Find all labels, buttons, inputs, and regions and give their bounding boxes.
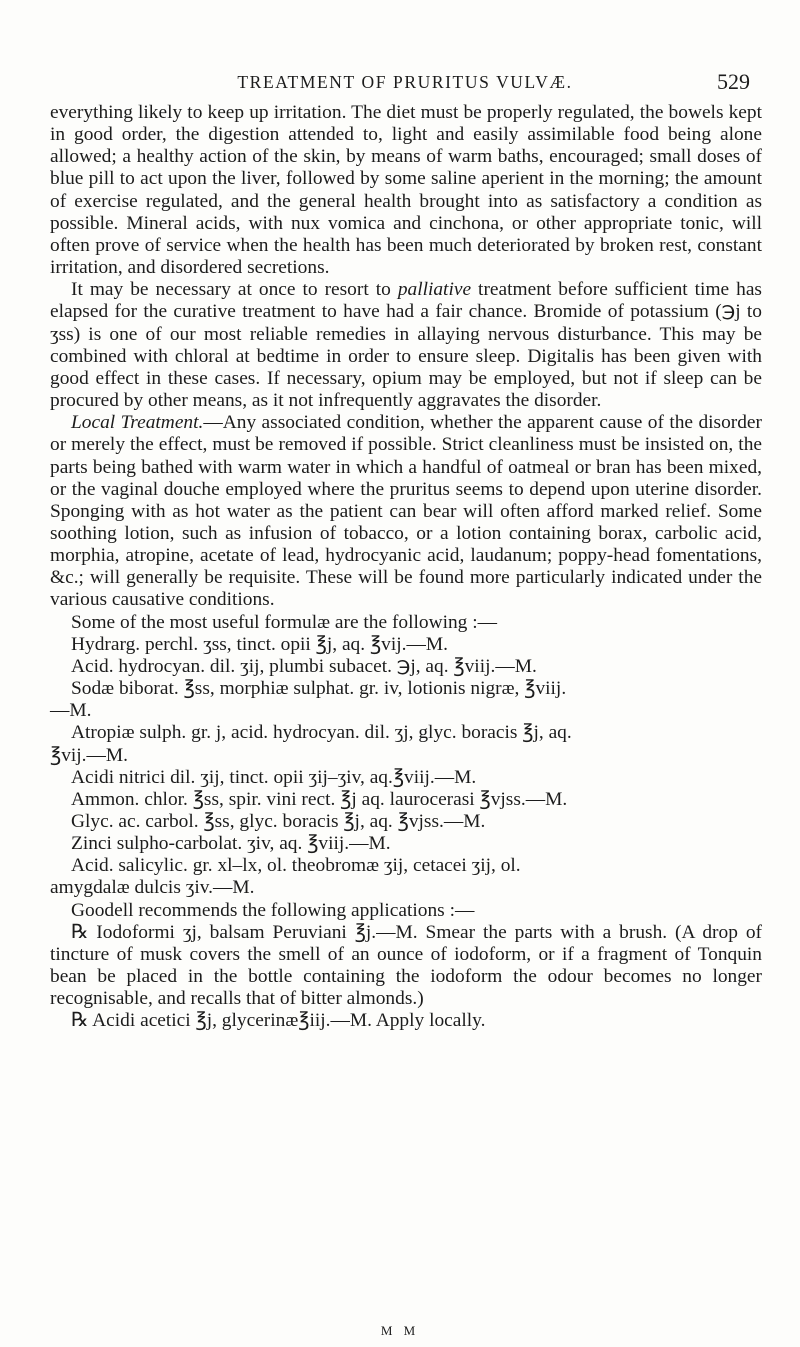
text-run: —Any associated condition, whether the apparent cause of the disorder or merely the effect, must be removed if possible. Strict cleanliness must be insisted on, the parts being bathed with warm water in which a handful of oatmeal or bran has been mixed, or the vaginal douche employed where the pruritus seems to depend upon uterine disorder. Sponging with as hot water as the patient can bear will often afford marked relief. Some soothing lotion, such as infusion of tobacco, or a lotion containing borax, carbolic acid, morphia, atropine, acetate of lead, hydrocyanic acid, laudanum; poppy-head fomentations, &c.; will generally be requisite. These will be found more particularly indicated under the various causative conditions.	[50, 412, 762, 611]
section-heading-local-treatment: Local Treatment.	[71, 412, 204, 434]
signature-mark: M M	[380, 1323, 420, 1338]
page-number: 529	[717, 69, 750, 94]
formula-line: —M.	[50, 700, 92, 722]
formula-line: Acid. salicylic. gr. xl–lx, ol. theobromæ ʒij, cetacei ʒij, ol.	[71, 855, 521, 877]
paragraph: Some of the most useful formulæ are the following :—	[71, 611, 497, 633]
formula-line: Zinci sulpho-carbolat. ʒiv, aq. ℥viij.—M.	[71, 833, 391, 855]
running-head	[60, 69, 750, 98]
running-title: TREATMENT OF PRURITUS VULVÆ.	[237, 72, 573, 92]
formula-line: Hydrarg. perchl. ʒss, tinct. opii ℥j, aq. ℥vij.—M.	[71, 633, 448, 655]
formula-line: ℥vij.—M.	[50, 744, 128, 766]
paragraph	[50, 279, 762, 412]
paragraph: everything likely to keep up irritation. The diet must be properly regulated, the bowels kept in good order, the digestion attended to, light and easily assimilable food being alone allowed; a healthy action of the skin, by means of warm baths, encouraged; small doses of blue pill to act upon the liver, followed by some saline aperient in the morning; the amount of exercise regulated, and the general health brought into as satisfactory a condition as possible. Mineral acids, with nux vomica and cinchona, or other appropriate tonic, will often prove of service when the health has been much deteriorated by broken rest, constant irritation, and disordered secretions.	[50, 102, 762, 279]
formula-line: Acidi nitrici dil. ʒij, tinct. opii ʒij–ʒiv, aq.℥viij.—M.	[71, 766, 477, 788]
text-run: treatment before sufficient time has elapsed for the curative treatment to have had a fair chance. Bromide of potassium (℈j to ʒss) is one of our most reliable remedies in allaying nervous disturbance. This may be combined with chloral at bedtime in order to ensure sleep. Digitalis has been given with good effect in these cases. If necessary, opium may be employed, but not if sleep can be procured by other means, as it not infrequently aggravates the disorder.	[50, 279, 762, 412]
paragraph: Goodell recommends the following applications :—	[71, 899, 475, 921]
paragraph	[50, 412, 762, 611]
formula-line: amygdalæ dulcis ʒiv.—M.	[50, 877, 255, 899]
body-text	[50, 102, 762, 1033]
prescription: ℞ Acidi acetici ℥j, glycerinæ℥iij.—M. Apply locally.	[71, 1010, 486, 1032]
formula-line: Atropiæ sulph. gr. j, acid. hydrocyan. dil. ʒj, glyc. boracis ℥j, aq.	[71, 722, 572, 744]
formula-line: Glyc. ac. carbol. ℥ss, glyc. boracis ℥j, aq. ℥vjss.—M.	[71, 811, 486, 832]
text-run: It may be necessary at once to resort to	[71, 279, 398, 301]
formula-line: Acid. hydrocyan. dil. ʒij, plumbi subacet. ℈j, aq. ℥viij.—M.	[71, 655, 537, 677]
prescription: ℞ Iodoformi ʒj, balsam Peruviani ℥j.—M. Smear the parts with a brush. (A drop of tincture of musk covers the smell of an ounce of iodoform, or if a fragment of Tonquin bean be placed in the bottle containing the iodoform the odour becomes no longer recognisable, and recalls that of bitter almonds.)	[50, 921, 762, 1010]
formula-line: Ammon. chlor. ℥ss, spir. vini rect. ℥j aq. laurocerasi ℥vjss.—M.	[71, 788, 568, 810]
formula-line: Sodæ biborat. ℥ss, morphiæ sulphat. gr. iv, lotionis nigræ, ℥viij.	[71, 678, 567, 700]
emphasis-palliative: palliative	[397, 279, 472, 301]
